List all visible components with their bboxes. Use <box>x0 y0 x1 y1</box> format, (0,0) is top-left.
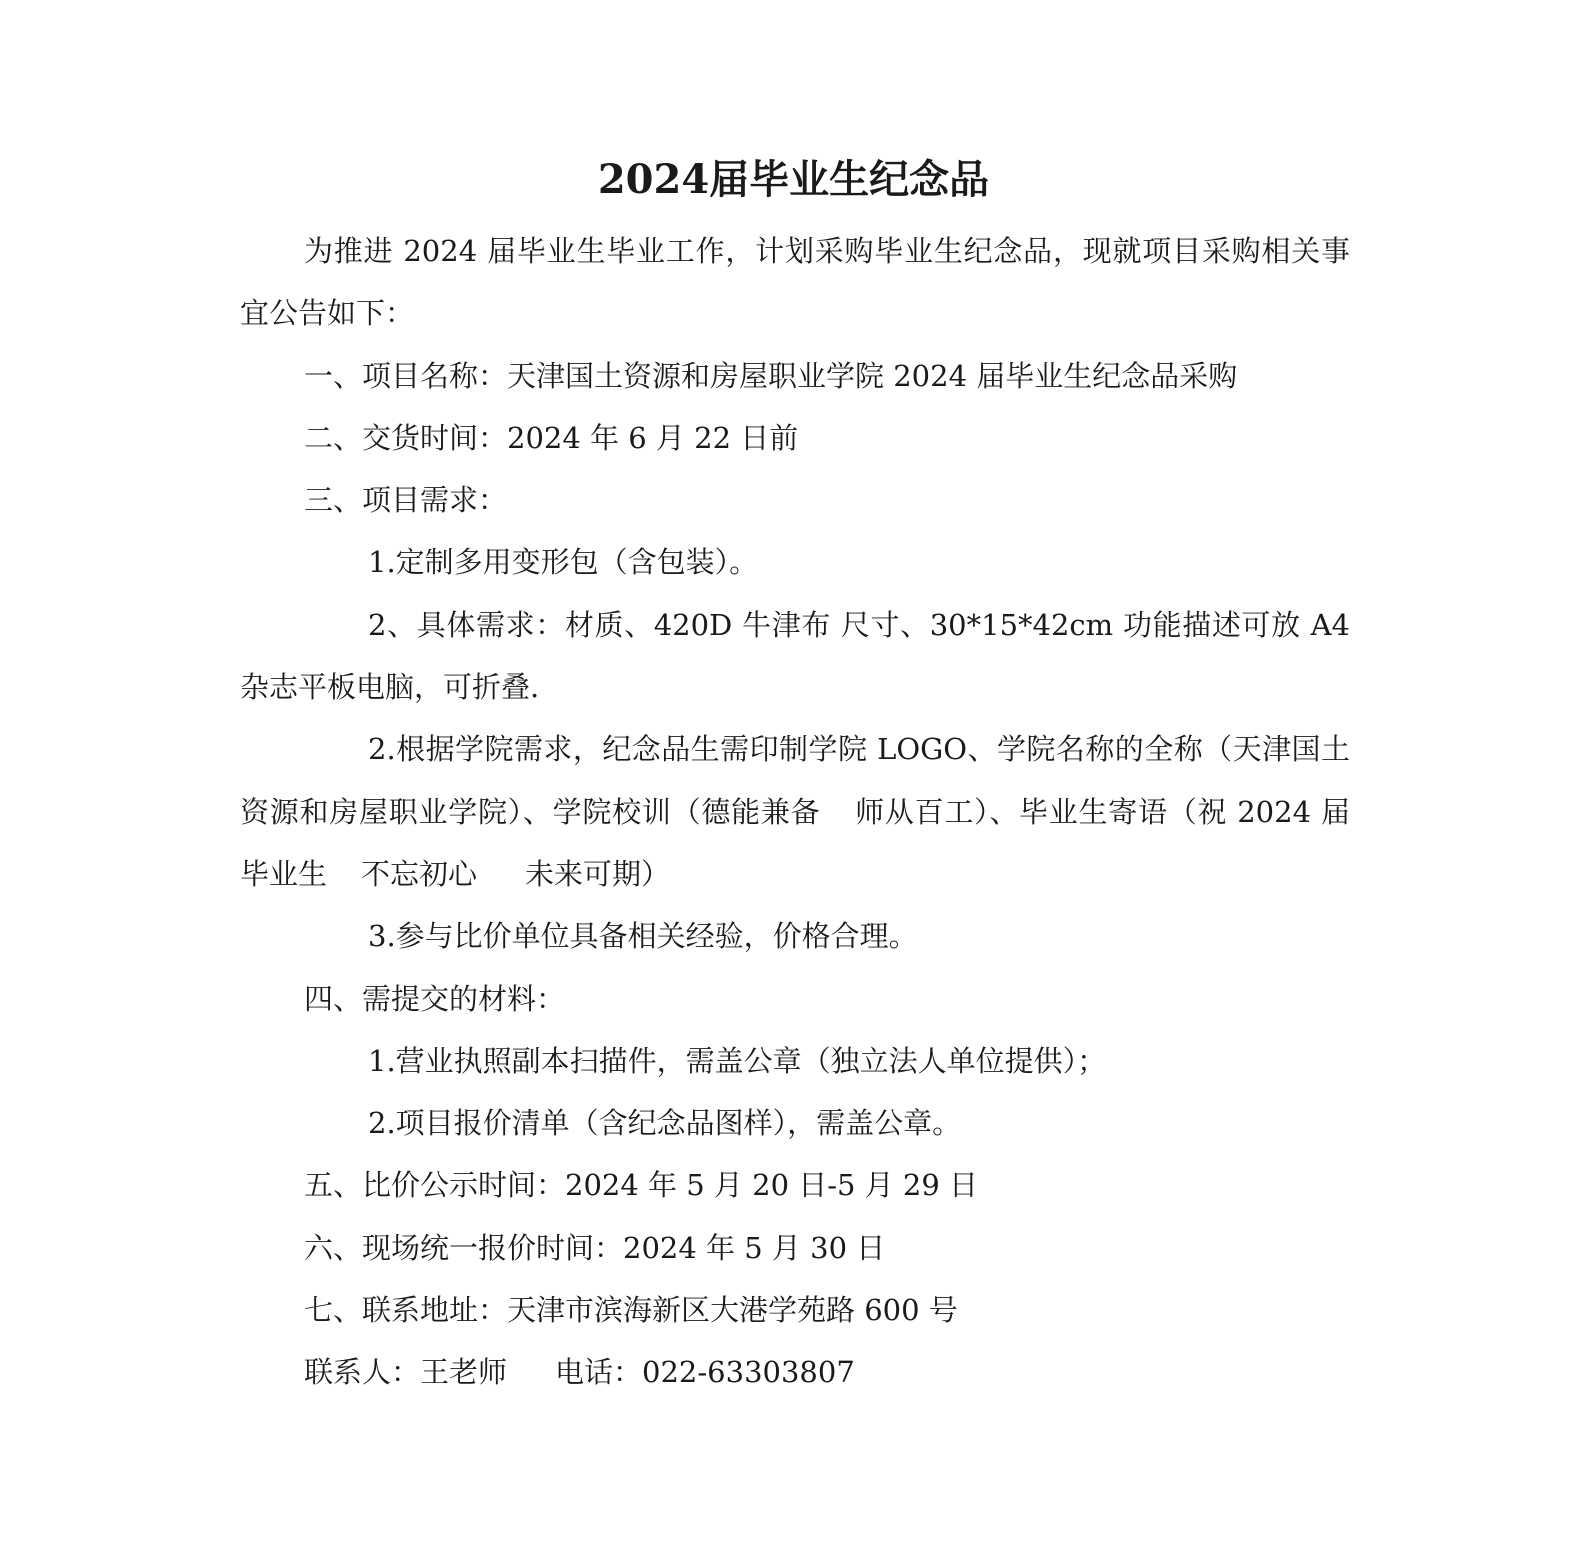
requirement-3-part-d: 未来可期） <box>525 856 671 891</box>
material-1: 1.营业执照副本扫描件，需盖公章（独立法人单位提供）； <box>368 1043 1107 1078</box>
requirement-4: 3.参与比价单位具备相关经验，价格合理。 <box>368 919 918 954</box>
item-quote-time: 六、现场统一报价时间：2024 年 5 月 30 日 <box>304 1230 886 1265</box>
item-project-name: 一、项目名称：天津国土资源和房屋职业学院 2024 届毕业生纪念品采购 <box>304 358 1238 393</box>
requirement-3-part-a: 2.根据学院需求，纪念品生需印制学院 LOGO、学院名称的全称（天津国土资源和房屋职业学院）、学院校训（德能兼备 <box>240 732 1350 829</box>
requirement-3-part-b: 师从百工）、毕业生寄语（祝 2024 届毕业生 <box>240 794 1350 891</box>
contact-line <box>240 1341 1350 1403</box>
requirement-3 <box>240 718 1350 905</box>
item-publicity-time: 五、比价公示时间：2024 年 5 月 20 日-5 月 29 日 <box>304 1168 979 1203</box>
document-title: 2024届毕业生纪念品 <box>597 156 990 203</box>
contact-person: 联系人：王老师 <box>304 1355 508 1390</box>
item-delivery-time: 二、交货时间：2024 年 6 月 22 日前 <box>304 420 799 455</box>
requirement-1: 1.定制多用变形包（含包装）。 <box>368 545 759 580</box>
item-materials-heading: 四、需提交的材料： <box>304 981 566 1016</box>
intro-paragraph: 为推进 2024 届毕业生毕业工作，计划采购毕业生纪念品，现就项目采购相关事宜公告如下： <box>240 234 1350 331</box>
requirement-2: 2、具体需求：材质、420D 牛津布 尺寸、30*15*42cm 功能描述可放 A4 杂志平板电脑，可折叠. <box>240 607 1350 705</box>
item-requirements-heading: 三、项目需求： <box>304 483 508 518</box>
material-2: 2.项目报价清单（含纪念品图样），需盖公章。 <box>368 1106 962 1141</box>
item-contact-address: 七、联系地址：天津市滨海新区大港学苑路 600 号 <box>304 1293 958 1328</box>
contact-phone: 电话：022-63303807 <box>555 1355 855 1390</box>
document-body <box>240 220 1350 1404</box>
requirement-3-part-c: 不忘初心 <box>361 856 478 891</box>
